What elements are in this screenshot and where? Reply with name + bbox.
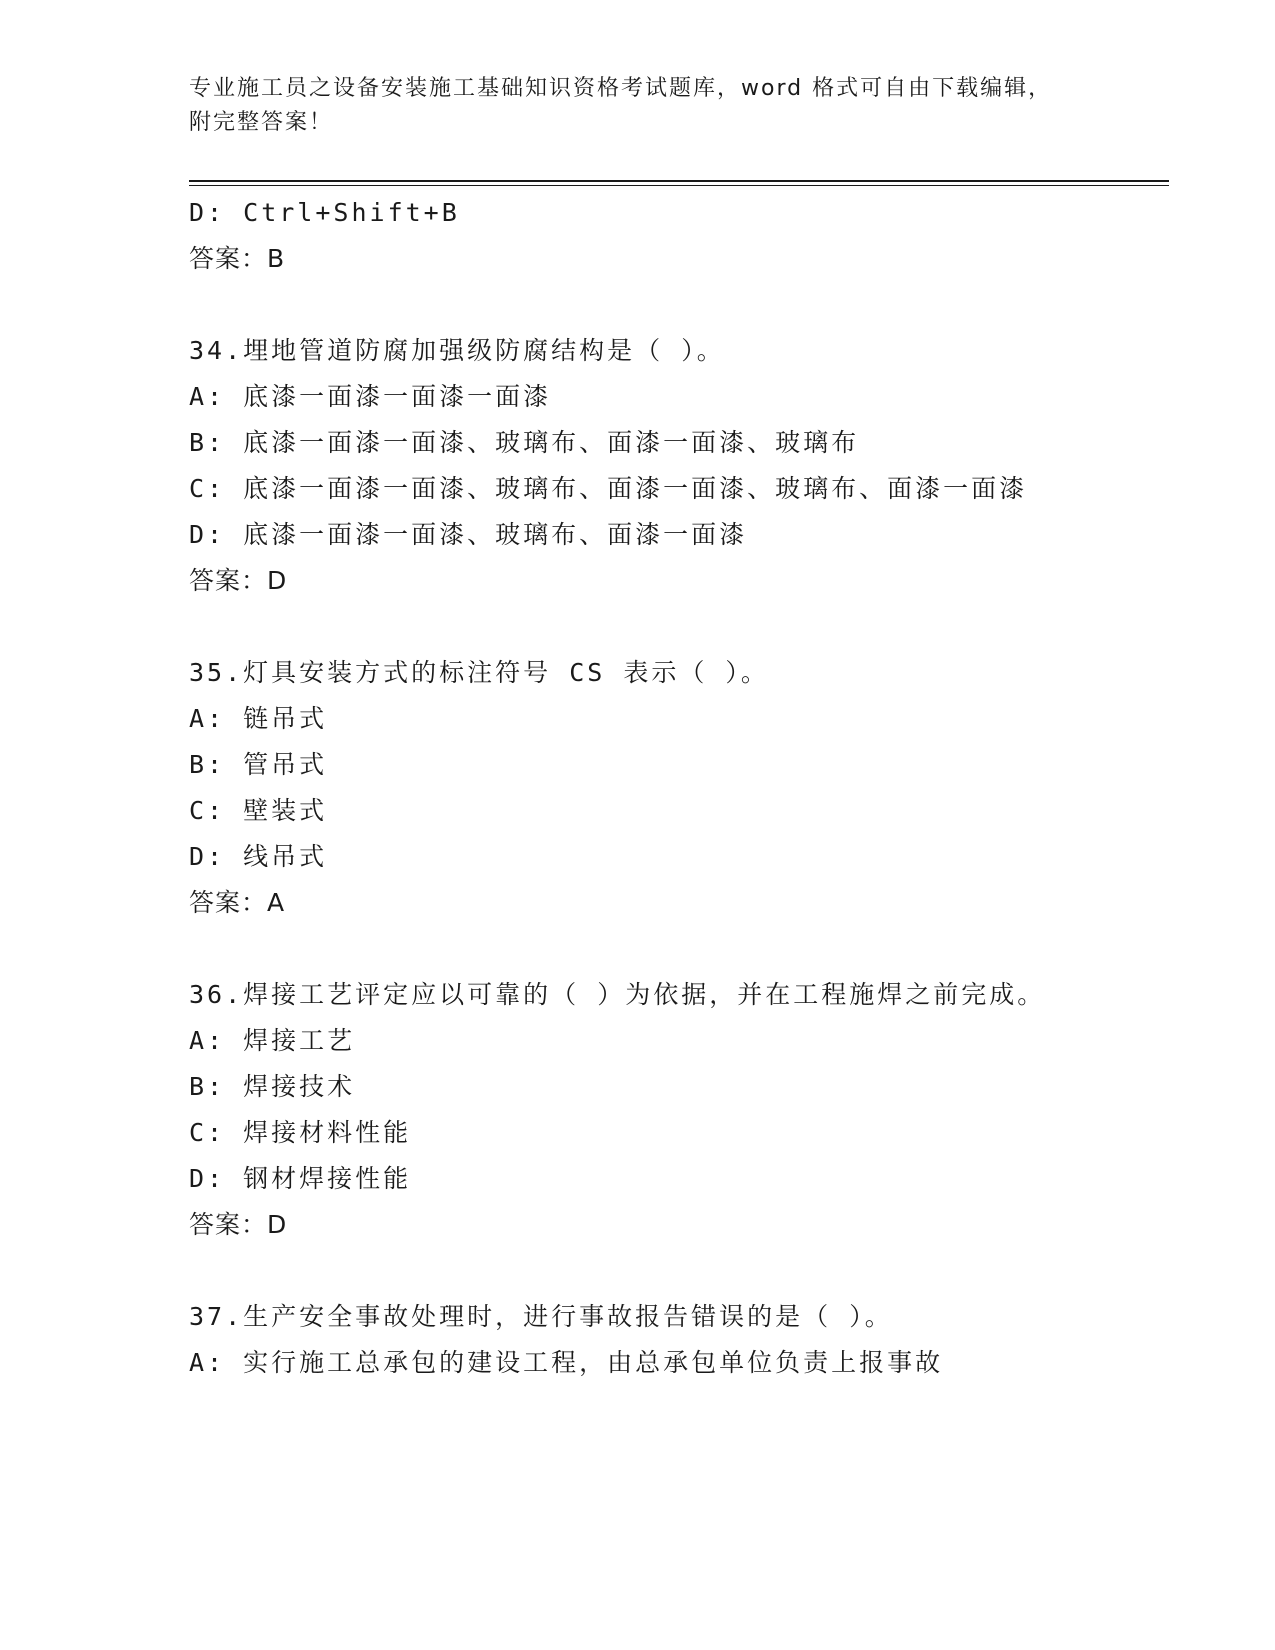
document-header (189, 72, 1069, 140)
question-35-option-b: B: 管吊式 (189, 750, 328, 779)
header-line-1: 专业施工员之设备安装施工基础知识资格考试题库，word 格式可自由下载编辑， (189, 76, 1053, 101)
header-line-2: 附完整答案！ (189, 110, 334, 135)
question-36-option-a: A: 焊接工艺 (189, 1026, 356, 1055)
prev-option-d: D: Ctrl+Shift+B (189, 198, 460, 227)
question-34-option-d: D: 底漆一面漆一面漆、玻璃布、面漆一面漆 (189, 520, 748, 549)
spacer (189, 926, 1169, 972)
question-36-option-c: C: 焊接材料性能 (189, 1118, 412, 1147)
spacer (189, 1248, 1169, 1294)
question-36-option-d: D: 钢材焊接性能 (189, 1164, 412, 1193)
header-rule-thick (189, 180, 1169, 182)
question-34-stem: 34.埋地管道防腐加强级防腐结构是（ ）。 (189, 336, 725, 365)
question-36-option-b: B: 焊接技术 (189, 1072, 356, 1101)
question-34-option-b: B: 底漆一面漆一面漆、玻璃布、面漆一面漆、玻璃布 (189, 428, 860, 457)
header-rule-thin (189, 185, 1169, 186)
question-37-stem: 37.生产安全事故处理时，进行事故报告错误的是（ ）。 (189, 1302, 893, 1331)
spacer (189, 282, 1169, 328)
question-36-stem: 36.焊接工艺评定应以可靠的（ ）为依据，并在工程施焊之前完成。 (189, 980, 1046, 1009)
question-37-option-a: A: 实行施工总承包的建设工程，由总承包单位负责上报事故 (189, 1348, 944, 1377)
question-35-option-c: C: 壁装式 (189, 796, 328, 825)
prev-answer: 答案：B (189, 244, 286, 273)
question-35-answer: 答案：A (189, 888, 286, 917)
spacer (189, 604, 1169, 650)
question-36-answer: 答案：D (189, 1210, 288, 1239)
question-35-option-d: D: 线吊式 (189, 842, 328, 871)
question-35-option-a: A: 链吊式 (189, 704, 328, 733)
question-list (189, 190, 1169, 1386)
question-35-stem: 35.灯具安装方式的标注符号 CS 表示（ ）。 (189, 658, 769, 687)
question-34-option-a: A: 底漆一面漆一面漆一面漆 (189, 382, 552, 411)
question-34-option-c: C: 底漆一面漆一面漆、玻璃布、面漆一面漆、玻璃布、面漆一面漆 (189, 474, 1028, 503)
question-34-answer: 答案：D (189, 566, 288, 595)
